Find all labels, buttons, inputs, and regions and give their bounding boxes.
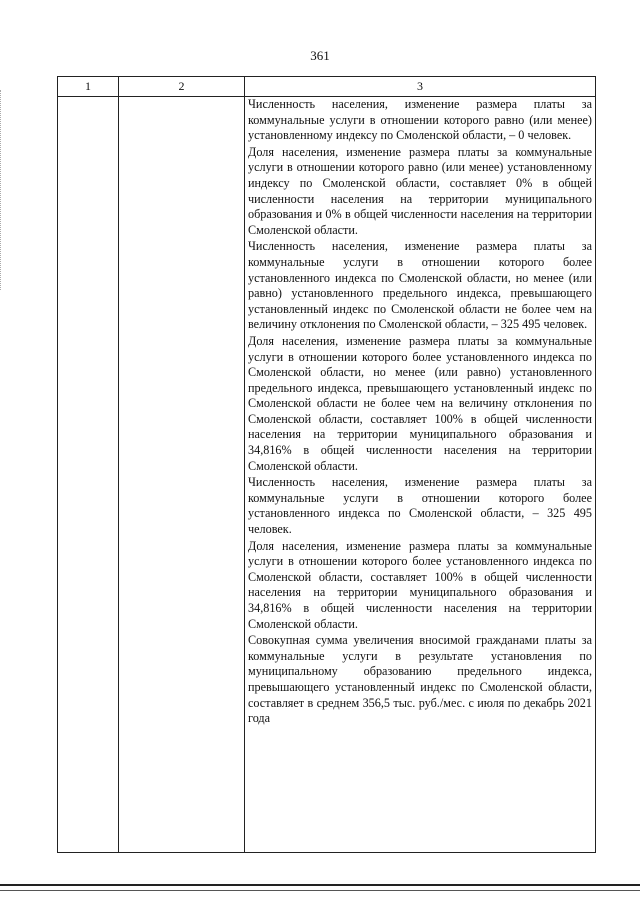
paragraph-population-limit: Численность населения, изменение размера платы за коммунальные услуги в отношении которого более установленного индекса по Смоленской области, но менее (или равно) установленного предельного индекса, превышающего установленный индекс по Смоленской области не более чем на величину отклонения по Смоленской области, – 325 495 человек.: [248, 239, 592, 332]
document-table: [57, 76, 596, 853]
bottom-rule-thin: [0, 890, 640, 891]
header-cell-3: 3: [417, 79, 423, 93]
column-divider-1: [118, 77, 119, 852]
paragraph-share-above: Доля населения, изменение размера платы за коммунальные услуги в отношении которого более установленного индекса по Смоленской области, составляет 100% в общей численности населения на территории муниципального образования и 34,816% в общей численности населения на территории Смоленской области.: [248, 538, 592, 631]
bottom-rule: [0, 884, 640, 886]
table-header-row: [58, 77, 595, 97]
page-number: 361: [310, 48, 330, 63]
column-3-content: [248, 97, 592, 727]
paragraph-share-equal: Доля населения, изменение размера платы за коммунальные услуги в отношении которого равно (или менее) установленному индексу по Смоленской области, составляет 0% в общей численности населения на территории муниципального образования и 0% в общей численности населения на территории Смоленской области.: [248, 144, 592, 237]
header-cell-2: 2: [178, 79, 185, 93]
paragraph-total-increase: Совокупная сумма увеличения вносимой гражданами платы за коммунальные услуги в результате установления по муниципальному образованию предельного индекса, превышающего установленный индекс по Смоленской области, составляет в среднем 356,5 тыс. руб./мес. с июля по декабрь 2021 года: [248, 633, 592, 726]
scan-edge-mark: [0, 90, 1, 290]
header-cell-1: 1: [85, 79, 91, 93]
paragraph-share-limit: Доля населения, изменение размера платы за коммунальные услуги в отношении которого более установленного индекса по Смоленской области, но менее (или равно) установленного предельного индекса, превышающего установленный индекс по Смоленской области не более чем на величину отклонения по Смоленской области, составляет 100% в общей численности населения на территории муниципального образования и 34,816% в общей численности населения на территории Смоленской области.: [248, 333, 592, 473]
column-divider-2: [244, 77, 245, 852]
paragraph-population-above: Численность населения, изменение размера платы за коммунальные услуги в отношении которого более установленного индекса по Смоленской области, – 325 495 человек.: [248, 475, 592, 537]
paragraph-population-equal: Численность населения, изменение размера платы за коммунальные услуги в отношении которого равно (или менее) установленному индексу по Смоленской области, – 0 человек.: [248, 97, 592, 143]
